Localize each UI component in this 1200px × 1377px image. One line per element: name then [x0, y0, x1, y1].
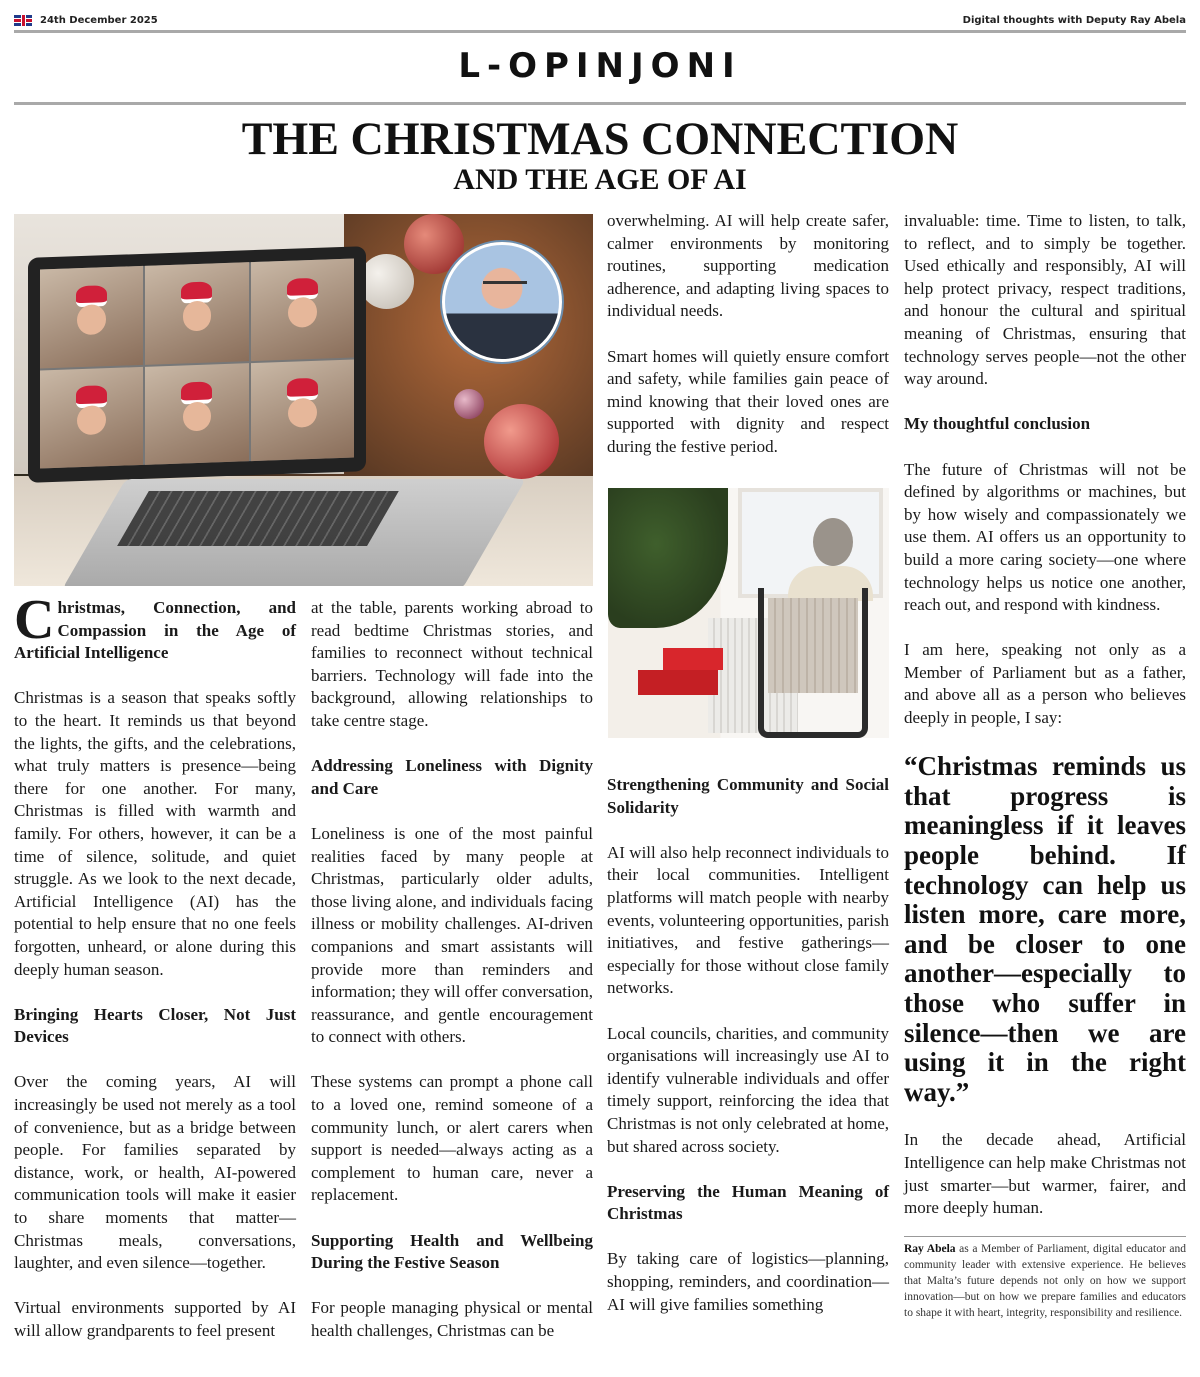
- pull-quote: “Christmas reminds us that progress is meaningless if it leaves people behind. If technology can help us listen more, care more, and be closer to one another—especially to those who suffer in silence—then we are using it in the right way.”: [904, 751, 1186, 1107]
- top-divider: [14, 30, 1186, 33]
- christmas-tree: [608, 488, 728, 628]
- uk-flag-icon: [14, 15, 32, 26]
- lead-heading: [14, 589, 296, 665]
- section-heading: Addressing Loneliness with Dignity and Care: [311, 756, 593, 798]
- drop-cap: C: [14, 589, 55, 651]
- laptop-keyboard: [62, 479, 526, 586]
- issue-date: 24th December 2025: [40, 14, 158, 26]
- wheelchair: [758, 588, 868, 738]
- author-bio-text: as a Member of Parliament, digital educator and community leader with extensive experience. He believes that Malta’s future depends not only on how we support innovation—but on how we prepare families and educators to shape it with heart, integrity, responsibility and resilience.: [904, 1243, 1186, 1319]
- date-block: [14, 15, 158, 26]
- section-masthead: L-OPINJONI: [458, 46, 742, 86]
- paragraph: Virtual environments supported by AI will allow grandparents to feel present: [14, 1298, 296, 1340]
- column-2: [311, 597, 593, 1343]
- video-tile: [145, 262, 248, 364]
- section-heading: Bringing Hearts Closer, Not Just Devices: [14, 1004, 296, 1047]
- paragraph: By taking care of logistics—planning, shopping, reminders, and coordination—AI will give families something: [607, 1249, 889, 1314]
- lead-heading-text: hristmas, Connection, and Compassion in the Age of Artificial Intelligence: [14, 598, 296, 663]
- author-bio: [904, 1241, 1186, 1321]
- hero-image: [14, 214, 593, 586]
- paragraph: Loneliness is one of the most painful realities faced by many people at Christmas, particularly older adults, those living alone, and individuals facing illness or mobility challenges. AI-driven companions and smart assistants will provide more than reminders and information; they will offer conversation, reassurance, and gentle encouragement to connect with others.: [311, 823, 593, 1047]
- paragraph: overwhelming. AI will help create safer, calmer environments by monitoring routines, supporting medication adherence, and adapting living spaces to individual needs.: [607, 211, 889, 321]
- column-4: [904, 210, 1186, 1242]
- ornament: [454, 389, 484, 419]
- column-tagline: Digital thoughts with Deputy Ray Abela: [962, 14, 1186, 26]
- paragraph: The future of Christmas will not be defined by algorithms or machines, but by how wisely and compassionately we use them. AI offers us an opportunity to build a more caring society—one where technology helps us notice one another, reach out, and respond with kindness.: [904, 459, 1186, 615]
- closing-paragraph: In the decade ahead, Artificial Intelligence can help make Christmas not just smarter—but warmer, fairer, and more deeply human.: [904, 1130, 1186, 1218]
- video-tile: [40, 266, 143, 368]
- paragraph: AI will also help reconnect individuals to their local communities. Intelligent platforms will match people with nearby events, volunteering opportunities, parish initiatives, and festive gatherings—especially for those without close family networks.: [607, 842, 889, 998]
- gift-box: [638, 670, 718, 695]
- top-bar: [14, 10, 1186, 30]
- paragraph: I am here, speaking not only as a Member of Parliament but as a father, and above all as a person who believes deeply in people, I say:: [904, 640, 1186, 728]
- column-3-bottom: [607, 774, 889, 1316]
- masthead-divider: [14, 102, 1186, 105]
- column-1: [14, 589, 296, 1343]
- video-call-grid: [40, 259, 354, 469]
- paragraph: at the table, parents working abroad to read bedtime Christmas stories, and families to reconnect without technical barriers. Technology will fade into the background, allowing relationships to take centre stage.: [311, 598, 593, 730]
- paragraph: Over the coming years, AI will increasingly be used not merely as a tool of convenience, but as a bridge between people. For families separated by distance, work, or health, AI-powered communication tools will make it easier to share moments that matter—Christmas meals, conversations, laughter, and even silence—together.: [14, 1072, 296, 1273]
- wheelchair-christmas-photo: [608, 488, 889, 738]
- video-tile: [251, 359, 354, 461]
- column-3-top: [607, 210, 889, 459]
- keys: [117, 491, 399, 546]
- video-tile: [145, 363, 248, 465]
- paragraph: Local councils, charities, and community organisations will increasingly use AI to identify vulnerable individuals and offer timely support, reinforcing the idea that Christmas is not only celebrated at home, but shared across society.: [607, 1023, 889, 1156]
- paragraph: invaluable: time. Time to listen, to talk, to reflect, and to simply be together. Used ethically and responsibly, AI will help protect privacy, respect traditions, and honour the cultural and spiritual meaning of Christmas, ensuring that technology serves people—not the other way around.: [904, 211, 1186, 389]
- section-heading: My thoughtful conclusion: [904, 414, 1091, 434]
- article-subheadline: AND THE AGE OF AI: [453, 163, 747, 196]
- ornament: [359, 254, 414, 309]
- person-head: [813, 518, 853, 566]
- laptop-screen: [28, 246, 366, 483]
- glasses: [483, 281, 527, 291]
- author-portrait: [442, 242, 562, 362]
- video-tile: [251, 259, 354, 361]
- article-headline: THE CHRISTMAS CONNECTION: [241, 113, 959, 165]
- paragraph: Smart homes will quietly ensure comfort and safety, while families gain peace of mind knowing that their loved ones are supported with dignity and respect during the festive period.: [607, 346, 889, 456]
- section-heading: Supporting Health and Wellbeing During the Festive Season: [311, 1230, 593, 1273]
- ornament: [484, 404, 559, 479]
- paragraph: These systems can prompt a phone call to a loved one, remind someone of a community lunch, or alert carers when support is needed—always acting as a complement to human care, never a replacement.: [311, 1072, 593, 1205]
- video-tile: [40, 366, 143, 468]
- author-name: Ray Abela: [904, 1243, 956, 1255]
- paragraph: For people managing physical or mental health challenges, Christmas can be: [311, 1298, 593, 1340]
- section-heading: Preserving the Human Meaning of Christmas: [607, 1181, 889, 1224]
- bio-divider: [904, 1236, 1186, 1237]
- gift-box: [663, 648, 723, 670]
- intro-paragraph: Christmas is a season that speaks softly to the heart. It reminds us that beyond the lights, the gifts, and the celebrations, what truly matters is presence—being there for one another. For many, Christmas is filled with warmth and family. For others, however, it can be a time of silence, solitude, and quiet struggle. As we look to the next decade, Artificial Intelligence (AI) has the potential to help ensure that no one feels forgotten, unheard, or alone during this deeply human season.: [14, 688, 296, 979]
- section-heading: Strengthening Community and Social Solidarity: [607, 775, 889, 817]
